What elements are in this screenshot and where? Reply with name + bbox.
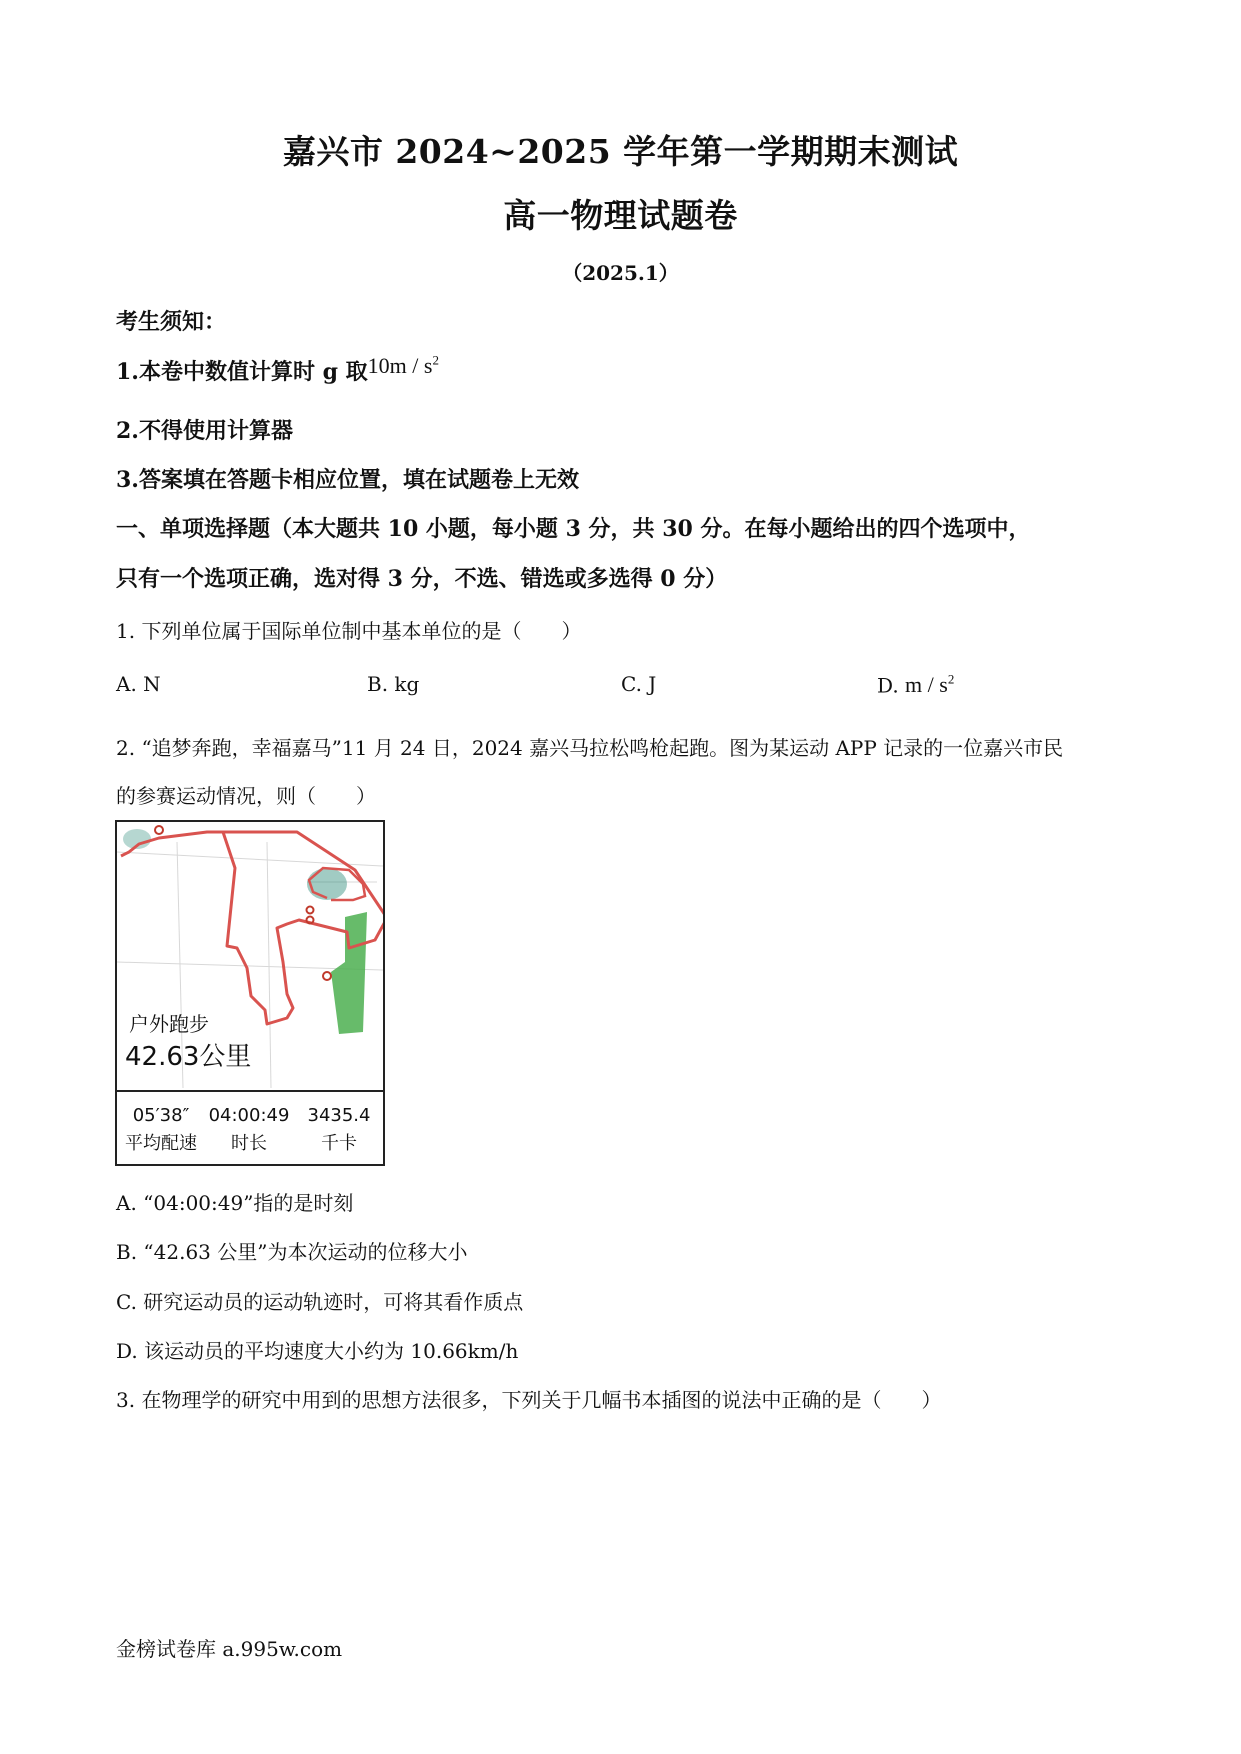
q1-option-d bbox=[877, 672, 954, 698]
q2-option-c: C. 研究运动员的运动轨迹时，可将其看作质点 bbox=[116, 1290, 524, 1314]
q1-option-d-unit: m / $s^2$ bbox=[905, 672, 955, 698]
exam-date: （2025.1） bbox=[562, 261, 679, 285]
question-2-stem-line-2: 的参赛运动情况，则（ ） bbox=[116, 784, 376, 808]
running-app-figure bbox=[115, 820, 385, 1166]
pace-label: 平均配速 bbox=[125, 1133, 197, 1154]
g-unit: $10m / s^2$ bbox=[367, 352, 439, 378]
distance-readout: 42.63公里 bbox=[125, 1042, 252, 1072]
notice-item-3: 3.答案填在答题卡相应位置，填在试题卷上无效 bbox=[116, 467, 579, 493]
section-heading-line-1: 一、单项选择题（本大题共 10 小题，每小题 3 分，共 30 分。在每小题给出的四个选项中， bbox=[116, 516, 1031, 542]
waypoint-marker-icon bbox=[307, 907, 314, 914]
duration-value: 04:00:49 bbox=[208, 1105, 290, 1126]
question-2-stem-line-1: 2. “追梦奔跑，幸福嘉马”11 月 24 日，2024 嘉兴马拉松鸣枪起跑。图为某运动 APP 记录的一位嘉兴市民 bbox=[116, 736, 1064, 760]
calories-label: 千卡 bbox=[321, 1133, 357, 1154]
calories-value: 3435.4 bbox=[307, 1105, 371, 1126]
start-marker-icon bbox=[155, 826, 163, 834]
pace-value: 05′38″ bbox=[132, 1105, 190, 1126]
q2-option-b: B. “42.63 公里”为本次运动的位移大小 bbox=[116, 1240, 468, 1264]
duration-stat bbox=[207, 1102, 291, 1158]
footer-source: 金榜试卷库 a.995w.com bbox=[116, 1637, 343, 1661]
q1-option-c: C. J bbox=[621, 672, 657, 696]
section-heading-line-2: 只有一个选项正确，选对得 3 分，不选、错选或多选得 0 分） bbox=[116, 566, 728, 592]
q1-option-d-label: D. bbox=[877, 673, 899, 698]
q2-option-d: D. 该运动员的平均速度大小约为 10.66km/h bbox=[116, 1339, 519, 1363]
stats-divider bbox=[117, 1090, 383, 1092]
duration-label: 时长 bbox=[231, 1133, 267, 1154]
activity-type: 户外跑步 bbox=[129, 1012, 209, 1036]
notice-item-1 bbox=[116, 352, 439, 386]
pace-stat bbox=[119, 1102, 203, 1158]
notice-item-2: 2.不得使用计算器 bbox=[116, 418, 293, 444]
exam-subtitle: 高一物理试题卷 bbox=[503, 196, 738, 235]
notice-heading: 考生须知： bbox=[116, 309, 227, 335]
exam-title: 嘉兴市 2024~2025 学年第一学期期末测试 bbox=[282, 132, 959, 171]
finish-marker-icon bbox=[323, 972, 331, 980]
q1-option-a: A. N bbox=[116, 672, 161, 696]
notice-item-1-text: 1.本卷中数值计算时 g 取 bbox=[116, 359, 368, 385]
q1-option-b: B. kg bbox=[367, 672, 420, 696]
question-1-stem: 1. 下列单位属于国际单位制中基本单位的是（ ） bbox=[116, 619, 582, 643]
lake-shape bbox=[307, 868, 347, 900]
q2-option-a: A. “04:00:49”指的是时刻 bbox=[116, 1191, 354, 1215]
question-3-stem: 3. 在物理学的研究中用到的思想方法很多，下列关于几幅书本插图的说法中正确的是（ ） bbox=[116, 1388, 942, 1412]
calories-stat bbox=[297, 1102, 381, 1158]
